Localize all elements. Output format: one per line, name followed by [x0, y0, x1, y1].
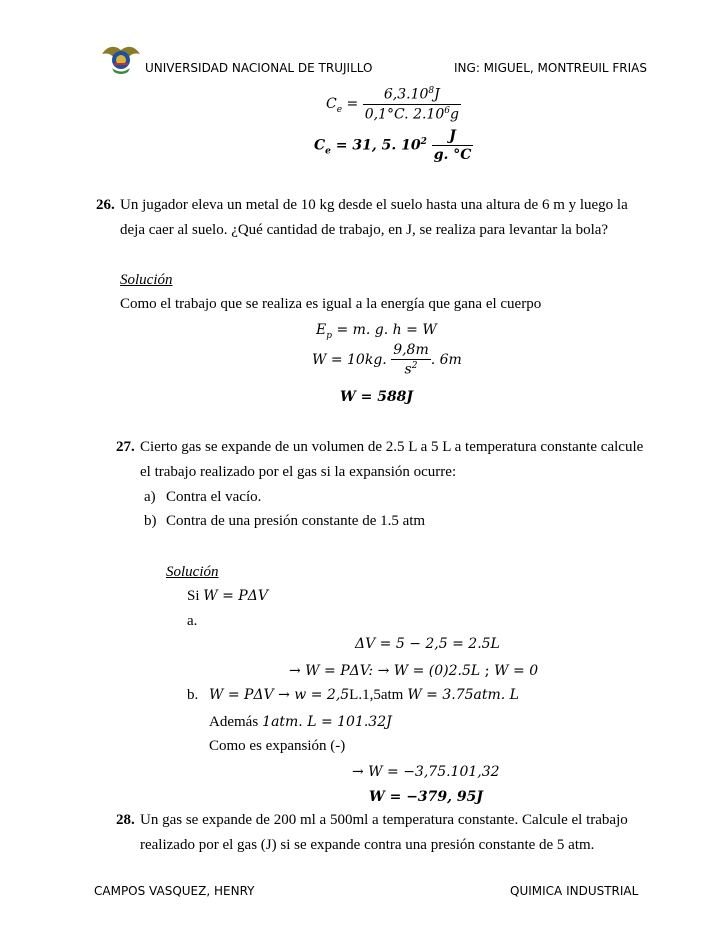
q27-part-b-label: b.: [187, 687, 199, 703]
res-ce-symbol: C: [314, 137, 326, 154]
q27-part-a-label: a.: [187, 613, 198, 629]
q27-si-line: [187, 588, 268, 605]
si-equation: W = PΔV: [203, 588, 268, 604]
res-units-den: g. °C: [433, 147, 472, 163]
ce-symbol: C: [326, 96, 337, 113]
q27-b-label: b): [144, 513, 157, 529]
ademas-text: Además: [209, 714, 259, 730]
ep-rest: = m. g. h = W: [336, 322, 437, 338]
gravity-den-exp: 2: [411, 361, 418, 371]
footer-course: QUIMICA INDUSTRIAL: [510, 884, 639, 898]
si-text: Si: [187, 588, 200, 604]
q27-vacuum-chain: [289, 661, 538, 679]
q28-line-2: realizado por el gas (J) si se expande contra una presión constante de 5 atm.: [140, 837, 595, 853]
q28-line-1: Un gas se expande de 200 ml a 500ml a temperatura constante. Calcule el trabajo: [140, 812, 628, 828]
q27-line-1: Cierto gas se expande de un volumen de 2.5 L a 5 L a temperatura constante calcule: [140, 439, 644, 455]
gravity-num: 9,8m: [393, 342, 429, 358]
vacuum-chain-sep: ;: [484, 661, 490, 679]
ce-den-b: g: [449, 106, 459, 123]
q27-como-line: Como es expansión (-): [209, 738, 346, 754]
ce-num-exp: 8: [428, 86, 435, 96]
vacuum-chain-b: W = 0: [494, 663, 539, 679]
q28-number: 28.: [116, 812, 135, 828]
part-b-eq-2: W = 3.75atm. L: [407, 687, 519, 703]
ce-den-exp: 6: [444, 105, 450, 116]
part-b-mid: L.1,5atm: [349, 687, 404, 703]
university-seal-icon: [100, 40, 142, 76]
q27-delta-v-eq: ΔV = 5 − 2,5 = 2.5L: [355, 636, 500, 652]
res-units-fraction: [432, 128, 474, 163]
footer-author: CAMPOS VASQUEZ, HENRY: [94, 884, 255, 898]
q27-part-b-eq: [209, 686, 519, 704]
q27-a-text: Contra el vacío.: [166, 489, 262, 505]
q27-final-chain: → W = −3,75.101,32: [352, 764, 500, 780]
q26-result: W = 588J: [340, 389, 414, 405]
ademas-equation: 1atm. L = 101.32J: [262, 714, 392, 730]
ep-sub: p: [326, 330, 332, 341]
part-b-eq-1: W = PΔV → w = 2,5: [209, 687, 350, 703]
ce-fraction: [363, 86, 461, 122]
q26-line-1: Un jugador eleva un metal de 10 kg desde el suelo hasta una altura de 6 m y luego la: [120, 197, 628, 213]
ce-num-b: J: [434, 86, 440, 103]
header-university: UNIVERSIDAD NACIONAL DE TRUJILLO: [145, 61, 373, 75]
specific-heat-result: [314, 128, 473, 163]
ce-num-a: 6,3.10: [383, 86, 429, 103]
ce-sub: e: [336, 104, 343, 115]
res-exp: 2: [420, 136, 427, 147]
header-teacher: ING: MIGUEL, MONTREUIL FRIAS: [454, 61, 647, 75]
q26-explanation: Como el trabajo que se realiza es igual a la energía que gana el cuerpo: [120, 296, 542, 312]
work-eq-b: . 6m: [430, 351, 462, 368]
gravity-den: s: [404, 361, 412, 378]
res-units-num: J: [432, 128, 474, 146]
q27-number: 27.: [116, 439, 135, 455]
q27-final-result: W = −379, 95J: [369, 789, 484, 805]
q26-potential-energy-eq: [316, 322, 437, 341]
q27-solution-label: Solución: [166, 564, 219, 580]
vacuum-chain-a: → W = PΔV: → W = (0)2.5L: [289, 663, 481, 679]
q26-work-eq: [312, 342, 462, 378]
res-value: = 31, 5. 10: [335, 137, 421, 154]
equals-sign: =: [346, 96, 359, 113]
q26-number: 26.: [96, 197, 115, 213]
q27-ademas-line: [209, 713, 392, 731]
q26-line-2: deja caer al suelo. ¿Qué cantidad de trabajo, en J, se realiza para levantar la bola?: [120, 222, 609, 238]
gravity-fraction: [391, 342, 431, 378]
q27-b-text: Contra de una presión constante de 1.5 atm: [166, 513, 426, 529]
res-ce-sub: e: [325, 146, 331, 157]
q27-line-2: el trabajo realizado por el gas si la expansión ocurre:: [140, 464, 457, 480]
ep-symbol: E: [316, 322, 327, 338]
q27-a-label: a): [144, 489, 156, 505]
q26-solution-label: Solución: [120, 272, 173, 288]
work-eq-a: W = 10kg.: [312, 351, 387, 368]
ce-den-a: 0,1°C. 2.10: [364, 106, 445, 123]
specific-heat-equation: [326, 86, 461, 122]
